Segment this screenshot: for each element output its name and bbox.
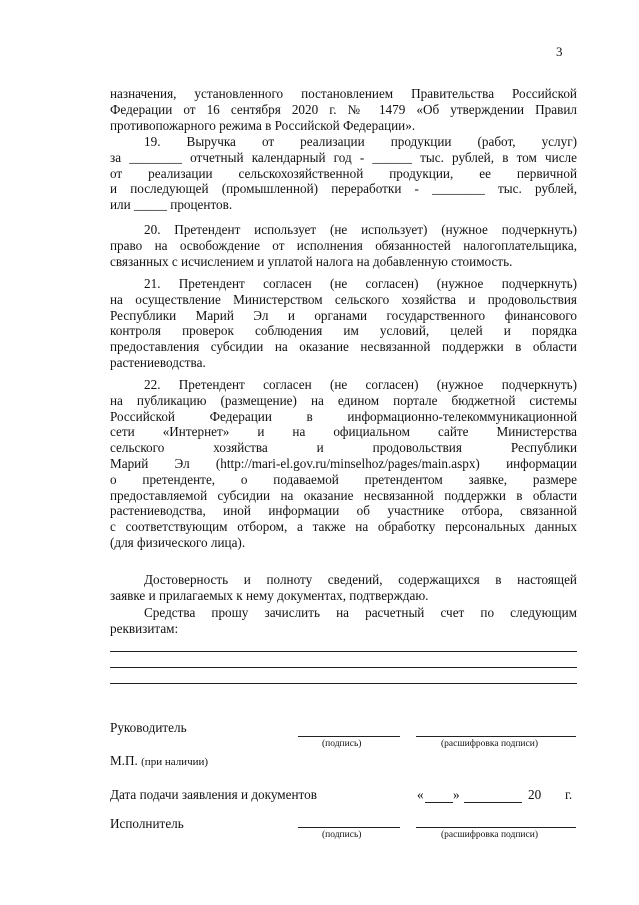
text-line: растениеводства. — [110, 354, 206, 370]
executor-signature-caption: (подпись) — [322, 830, 362, 840]
date-month-field[interactable] — [464, 802, 522, 803]
executor-label: Исполнитель — [110, 816, 184, 831]
text-line: с соответствующим отбором, а также на обработку персональных данных — [110, 519, 577, 535]
executor-name-line[interactable] — [416, 827, 576, 828]
text-line: Федерации от 16 сентября 2020 г. № 1479 «Об утверждении Правил — [110, 101, 577, 117]
requisites-blank-line[interactable] — [110, 651, 577, 652]
paragraph-20 — [110, 222, 577, 269]
text-line: (для физического лица). — [110, 534, 246, 550]
text-line: Достоверность и полноту сведений, содержащихся в настоящей — [144, 572, 577, 587]
text-line: назначения, установленного постановлением Правительства Российской — [110, 86, 577, 101]
text-line: право на освобождение от исполнения обязанностей налогоплательщика, — [110, 237, 577, 253]
paragraph-22 — [110, 377, 577, 551]
text-line: сети «Интернет» и на официальном сайте Министерства — [110, 424, 577, 440]
date-day-field[interactable] — [425, 802, 453, 803]
text-line: сельского хозяйства и продовольствия Республики — [110, 440, 577, 456]
head-signature-line[interactable] — [298, 736, 400, 737]
text-line: на публикацию (размещение) на едином портале бюджетной системы — [110, 392, 577, 408]
head-name-caption: (расшифровка подписи) — [441, 739, 538, 749]
text-line: на осуществление Министерством сельского хозяйства и продовольствия — [110, 291, 577, 307]
head-signature-caption: (подпись) — [322, 739, 362, 749]
text-line: 21. Претендент согласен (не согласен) (нужное подчеркнуть) — [144, 276, 577, 291]
text-line: Российской Федерации в информационно-телекоммуникационной — [110, 408, 577, 424]
text-line: 20. Претендент использует (не использует) (нужное подчеркнуть) — [144, 222, 577, 237]
text-line: 19. Выручка от реализации продукции (работ, услуг) — [144, 134, 577, 149]
date-year-prefix: 20 — [528, 787, 542, 802]
page-number: 3 — [556, 44, 563, 59]
stamp-abbrev: М.П. — [110, 753, 138, 768]
stamp-note: (при наличии) — [141, 756, 209, 768]
date-close-quote: » — [453, 787, 460, 802]
text-line: противопожарного режима в Российской Федерации». — [110, 117, 416, 133]
text-line: Марий Эл (http://mari-el.gov.ru/minselhoz/pages/main.aspx) информации — [110, 455, 577, 471]
text-line: растениеводства, иной информации об участнике отбора, связанной — [110, 503, 577, 519]
head-name-line[interactable] — [416, 736, 576, 737]
requisites-blank-line[interactable] — [110, 683, 577, 684]
paragraph-confirmation — [110, 572, 577, 604]
requisites-blank-line[interactable] — [110, 667, 577, 668]
text-line: за ________ отчетный календарный год - ______ тыс. рублей, в том числе — [110, 149, 577, 165]
text-line: контроля проверок соблюдения им условий, целей и порядка — [110, 323, 577, 339]
text-line: и последующей (промышленной) переработки - ________ тыс. рублей, — [110, 181, 577, 197]
paragraph-19 — [110, 134, 577, 213]
text-line: предоставляемой субсидии на оказание несвязанной поддержки в области — [110, 487, 577, 503]
stamp-label — [110, 753, 208, 769]
head-label: Руководитель — [110, 720, 187, 735]
text-line: Республики Марий Эл и органами государственного финансового — [110, 307, 577, 323]
text-line: о претенденте, о подаваемой претендентом заявке, размере — [110, 471, 577, 487]
executor-signature-line[interactable] — [298, 827, 400, 828]
text-line: Средства прошу зачислить на расчетный счет по следующим — [144, 605, 577, 620]
text-line: предоставления субсидии на оказание несвязанной поддержки в области — [110, 339, 577, 355]
text-line: или _____ процентов. — [110, 197, 233, 213]
text-line: от реализации сельскохозяйственной продукции, ее первичной — [110, 165, 577, 181]
text-line: 22. Претендент согласен (не согласен) (нужное подчеркнуть) — [144, 377, 577, 392]
paragraph-bank-details — [110, 605, 577, 637]
text-line: заявке и прилагаемых к нему документах, подтверждаю. — [110, 587, 429, 603]
executor-name-caption: (расшифровка подписи) — [441, 830, 538, 840]
text-line: связанных с исчислением и уплатой налога на добавленную стоимость. — [110, 253, 513, 269]
date-label: Дата подачи заявления и документов — [110, 787, 317, 802]
date-year-suffix: г. — [565, 787, 573, 802]
date-open-quote: « — [417, 787, 424, 802]
text-line: реквизитам: — [110, 620, 179, 636]
paragraph-continuation — [110, 86, 577, 133]
paragraph-21 — [110, 276, 577, 371]
